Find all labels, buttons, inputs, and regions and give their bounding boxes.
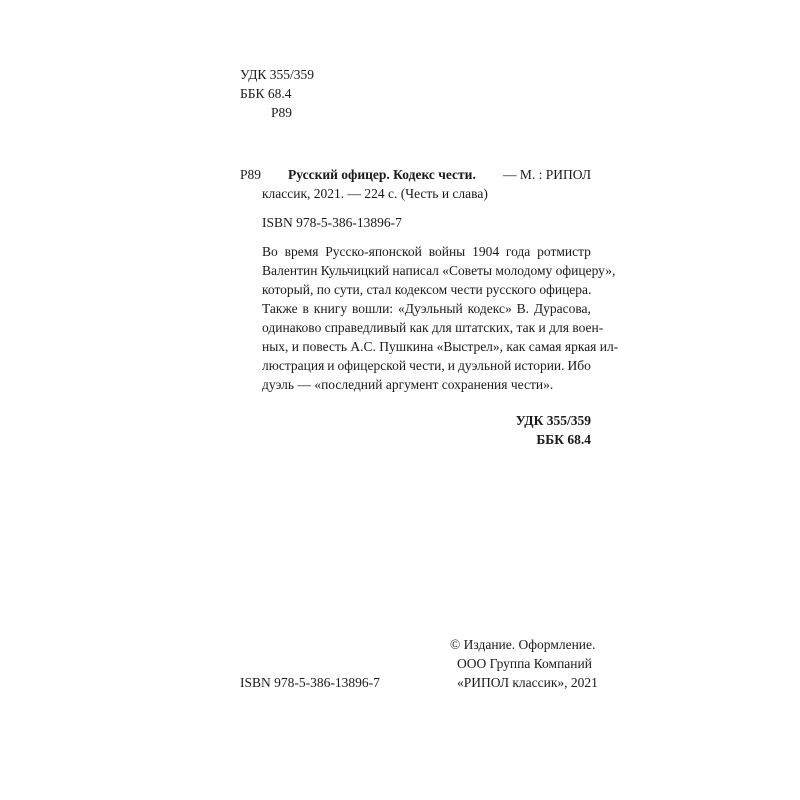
annotation-word: 1904 bbox=[472, 244, 500, 259]
entry-title-line bbox=[288, 166, 591, 184]
copyright-line-1: © Издание. Оформление. bbox=[450, 637, 596, 652]
footer-isbn: ISBN 978-5-386-13896-7 bbox=[240, 675, 380, 690]
annotation-word: войны bbox=[428, 244, 466, 259]
annotation-word: люстрация bbox=[262, 358, 325, 373]
annotation-word: Дурасова, bbox=[533, 301, 591, 316]
annotation-word: Русско-японской bbox=[325, 244, 422, 259]
annotation-line: ных, и повесть А.С. Пушкина «Выстрел», как самая яркая ил- bbox=[262, 339, 619, 354]
annotation-word: время bbox=[284, 244, 319, 259]
annotation-line: Валентин Кульчицкий написал «Советы молодому офицеру», bbox=[262, 263, 616, 278]
annotation-line bbox=[262, 243, 591, 261]
entry-author-mark: Р89 bbox=[240, 167, 262, 182]
annotation-word: в bbox=[302, 301, 309, 316]
annotation-word: Во bbox=[262, 244, 278, 259]
annotation-word: и bbox=[327, 358, 335, 373]
classification-udk: УДК 355/359 bbox=[515, 413, 591, 428]
entry-isbn: ISBN 978-5-386-13896-7 bbox=[262, 215, 402, 230]
classification-bbk: ББК 68.4 bbox=[536, 432, 591, 447]
publication-info-line-2: классик, 2021. — 224 с. (Честь и слава) bbox=[262, 186, 488, 201]
header-udk: УДК 355/359 bbox=[240, 67, 315, 82]
annotation-word: книгу bbox=[313, 301, 348, 316]
annotation-word: года bbox=[505, 244, 531, 259]
header-bbk: ББК 68.4 bbox=[240, 86, 292, 101]
book-title: Русский офицер. Кодекс чести. bbox=[288, 167, 476, 182]
copyright-line-3: «РИПОЛ классик», 2021 bbox=[457, 675, 598, 690]
annotation-line bbox=[262, 300, 591, 318]
annotation-word: истории. bbox=[514, 358, 565, 373]
annotation-word: вошли: bbox=[352, 301, 394, 316]
annotation-word: чести, bbox=[409, 358, 445, 373]
annotation-word: Ибо bbox=[567, 358, 591, 373]
annotation-line: одинаково справедливый как для штатских, так и для воен- bbox=[262, 320, 604, 335]
annotation-line: дуэль — «последний аргумент сохранения чести». bbox=[262, 377, 554, 392]
publication-info: — М. : РИПОЛ bbox=[503, 167, 591, 182]
annotation-word: дуэльной bbox=[457, 358, 512, 373]
annotation-word: офицерской bbox=[337, 358, 407, 373]
copyright-line-2: ООО Группа Компаний bbox=[457, 656, 592, 671]
header-author-mark: Р89 bbox=[271, 105, 293, 120]
annotation-line: который, по сути, стал кодексом чести русского офицера. bbox=[262, 282, 592, 297]
annotation-word: кодекс» bbox=[467, 301, 512, 316]
annotation-word: «Дуэльный bbox=[398, 301, 463, 316]
annotation-word: ротмистр bbox=[537, 244, 591, 259]
annotation-word: В. bbox=[516, 301, 529, 316]
annotation-word: Также bbox=[262, 301, 298, 316]
annotation-line bbox=[262, 357, 591, 375]
annotation-word: и bbox=[447, 358, 455, 373]
